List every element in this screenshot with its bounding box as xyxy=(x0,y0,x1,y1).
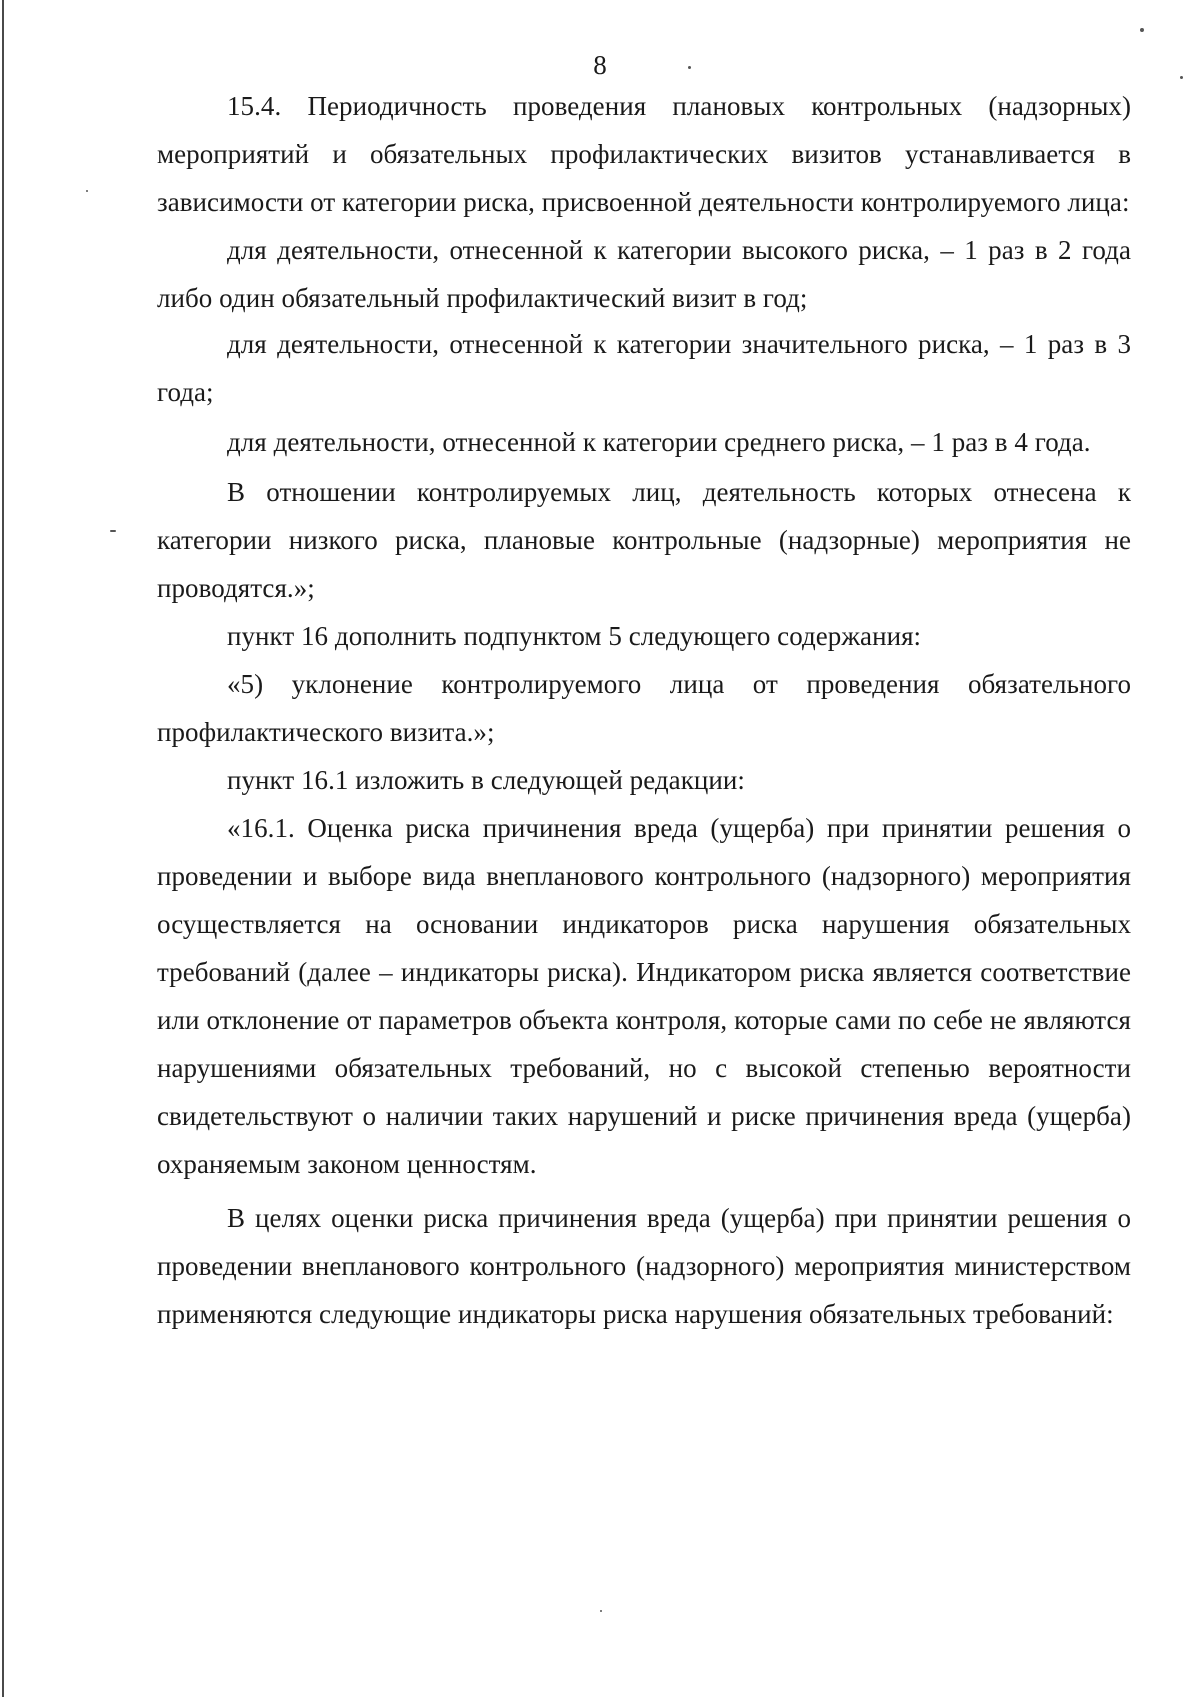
page-number: 8 xyxy=(593,50,607,80)
paragraph-risk-indicators: В целях оценки риска причинения вреда (ущерба) при принятии решения о проведении внепланового контрольного (надзорного) мероприятия министерством применяются следующие индикаторы риска нарушения обязательных требований: xyxy=(157,1203,1131,1329)
scan-edge-line xyxy=(2,0,4,1697)
scan-speck xyxy=(600,1610,602,1612)
paragraph-subitem-5: «5) уклонение контролируемого лица от проведения обязательного профилактического визита.»; xyxy=(157,669,1131,747)
paragraph-significant-risk: для деятельности, отнесенной к категории значительного риска, – 1 раз в 3 года; xyxy=(157,329,1131,407)
scan-speck xyxy=(1140,28,1144,32)
scan-speck xyxy=(86,190,88,192)
paragraph-16-1-text: «16.1. Оценка риска причинения вреда (ущерба) при принятии решения о проведении и выборе вида внепланового контрольного (надзорного) мероприятия осуществляется на основании индикаторов риска нарушения обязательных требований (далее – индикаторы риска). Индикатором риска является соответствие или отклонение от параметров объекта контроля, которые сами по себе не являются нарушениями обязательных требований, но с высокой степенью вероятности свидетельствуют о наличии таких нарушений и риске причинения вреда (ущерба) охраняемым законом ценностям. xyxy=(157,813,1131,1179)
paragraph-15-4: 15.4. Периодичность проведения плановых контрольных (надзорных) мероприятий и обязательных профилактических визитов устанавливается в зависимости от категории риска, присвоенной деятельности контролируемого лица: xyxy=(157,91,1131,217)
scan-speck xyxy=(688,66,691,69)
paragraph-high-risk: для деятельности, отнесенной к категории высокого риска, – 1 раз в 2 года либо один обязательный профилактический визит в год; xyxy=(157,235,1131,313)
paragraph-item-16-1: пункт 16.1 изложить в следующей редакции: xyxy=(227,765,745,795)
paragraph-item-16: пункт 16 дополнить подпунктом 5 следующего содержания: xyxy=(227,621,922,651)
scan-speck xyxy=(1180,76,1183,79)
document-body xyxy=(157,82,1131,1338)
paragraph-medium-risk: для деятельности, отнесенной к категории среднего риска, – 1 раз в 4 года. xyxy=(227,427,1091,457)
scan-speck xyxy=(110,530,116,532)
paragraph-low-risk: В отношении контролируемых лиц, деятельность которых отнесена к категории низкого риска, плановые контрольные (надзорные) мероприятия не проводятся.»; xyxy=(157,477,1131,603)
